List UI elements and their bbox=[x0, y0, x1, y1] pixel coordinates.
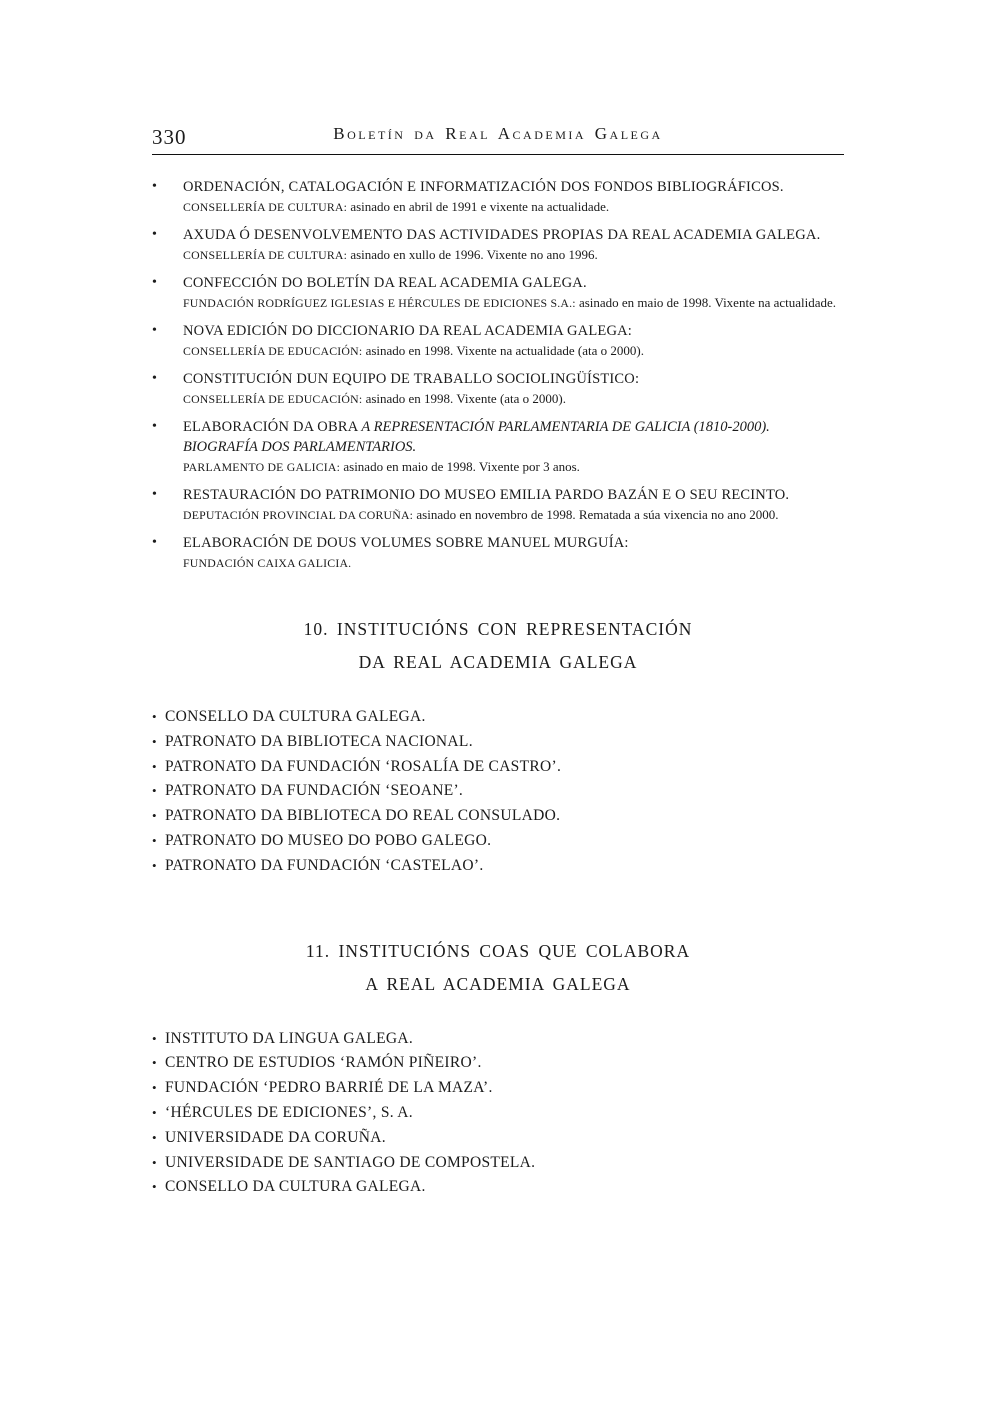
agreement-item bbox=[152, 225, 844, 265]
list-item bbox=[152, 1126, 844, 1151]
list-item bbox=[152, 1101, 844, 1126]
list-item bbox=[152, 1076, 844, 1101]
header-rule bbox=[152, 154, 844, 155]
bullet-icon: • bbox=[152, 1154, 157, 1170]
bullet-icon: • bbox=[152, 783, 157, 799]
agreement-title: AXUDA Ó DESENVOLVEMENTO DAS ACTIVIDADES PROPIAS DA REAL ACADEMIA GALEGA. bbox=[183, 227, 821, 243]
agreement-org: CONSELLERÍA DE EDUCACIÓN: bbox=[183, 344, 363, 358]
agreement-item bbox=[152, 485, 844, 525]
bullet-icon: • bbox=[152, 1129, 157, 1145]
agreement-detail bbox=[183, 505, 844, 525]
list-item bbox=[152, 1051, 844, 1076]
bullet-icon: • bbox=[152, 323, 157, 338]
agreement-detail-text: asinado en 1998. Vixente (ata o 2000). bbox=[362, 391, 567, 406]
agreement-detail bbox=[183, 341, 844, 361]
list-item-label: ‘HÉRCULES DE EDICIONES’, S. A. bbox=[165, 1103, 413, 1121]
agreement-title-work: A REPRESENTACIÓN PARLAMENTARIA DE GALICIA (1810-2000). BIOGRAFÍA DOS PARLAMENTARIOS. bbox=[183, 419, 770, 455]
list-item bbox=[152, 755, 844, 780]
agreement-detail-text: asinado en abril de 1991 e vixente na actualidade. bbox=[347, 199, 610, 214]
list-item bbox=[152, 804, 844, 829]
agreement-item bbox=[152, 533, 844, 573]
bullet-icon: • bbox=[152, 487, 157, 502]
bullet-icon: • bbox=[152, 832, 157, 848]
list-item bbox=[152, 705, 844, 730]
institution-list-10 bbox=[152, 705, 844, 879]
section-11-heading-line2: A REAL ACADEMIA GALEGA bbox=[365, 973, 631, 994]
header-title: Boletín da Real Academia Galega bbox=[333, 124, 663, 143]
agreement-detail-text: asinado en xullo de 1996. Vixente no ano 1996. bbox=[347, 247, 598, 262]
institution-list-11 bbox=[152, 1027, 844, 1201]
agreement-item bbox=[152, 177, 844, 217]
list-item-label: CONSELLO DA CULTURA GALEGA. bbox=[165, 1178, 426, 1196]
agreement-title: RESTAURACIÓN DO PATRIMONIO DO MUSEO EMILIA PARDO BAZÁN E O SEU RECINTO. bbox=[183, 487, 790, 503]
agreement-title-text: ELABORACIÓN DA OBRA bbox=[183, 419, 362, 435]
section-10-heading-line2: DA REAL ACADEMIA GALEGA bbox=[358, 652, 638, 672]
agreement-detail bbox=[183, 245, 844, 265]
section-10 bbox=[152, 613, 844, 879]
agreement-item bbox=[152, 369, 844, 409]
list-item-label: CENTRO DE ESTUDIOS ‘RAMÓN PIÑEIRO’. bbox=[165, 1054, 482, 1072]
agreement-detail bbox=[183, 457, 844, 477]
list-item bbox=[152, 1027, 844, 1052]
list-item-label: UNIVERSIDADE DE SANTIAGO DE COMPOSTELA. bbox=[165, 1153, 536, 1171]
bullet-icon: • bbox=[152, 227, 157, 242]
agreement-org: CONSELLERÍA DE EDUCACIÓN: bbox=[183, 392, 363, 406]
agreement-org: CONSELLERÍA DE CULTURA: bbox=[183, 248, 348, 262]
bullet-icon: • bbox=[152, 709, 157, 724]
section-11 bbox=[152, 935, 844, 1201]
list-item bbox=[152, 829, 844, 854]
list-item bbox=[152, 730, 844, 755]
list-item-label: PATRONATO DA FUNDACIÓN ‘ROSALÍA DE CASTRO’. bbox=[165, 757, 562, 775]
agreement-item bbox=[152, 417, 844, 477]
agreement-item bbox=[152, 273, 844, 313]
section-10-heading bbox=[152, 613, 844, 679]
list-item-label: PATRONATO DA BIBLIOTECA NACIONAL. bbox=[165, 732, 473, 750]
bullet-icon: • bbox=[152, 1030, 157, 1046]
list-item bbox=[152, 1151, 844, 1176]
section-11-heading-line1: 11. INSTITUCIÓNS COAS QUE COLABORA bbox=[305, 940, 691, 961]
agreement-org: PARLAMENTO DE GALICIA: bbox=[183, 460, 341, 474]
running-header bbox=[152, 124, 844, 150]
list-item bbox=[152, 779, 844, 804]
bullet-icon: • bbox=[152, 857, 157, 873]
agreement-detail-text: asinado en maio de 1998. Vixente por 3 anos. bbox=[340, 459, 580, 474]
agreement-detail-text: asinado en maio de 1998. Vixente na actualidade. bbox=[575, 295, 837, 310]
agreement-title: CONFECCIÓN DO BOLETÍN DA REAL ACADEMIA GALEGA. bbox=[183, 275, 587, 291]
bullet-icon: • bbox=[152, 1179, 157, 1195]
list-item-label: PATRONATO DO MUSEO DO POBO GALEGO. bbox=[165, 831, 492, 849]
agreement-title bbox=[183, 417, 844, 457]
list-item bbox=[152, 854, 844, 879]
bullet-icon: • bbox=[152, 733, 157, 749]
agreement-title: NOVA EDICIÓN DO DICCIONARIO DA REAL ACADEMIA GALEGA: bbox=[183, 323, 633, 339]
agreement-detail bbox=[183, 553, 844, 573]
agreements-list bbox=[152, 177, 844, 573]
list-item-label: CONSELLO DA CULTURA GALEGA. bbox=[165, 708, 426, 725]
bullet-icon: • bbox=[152, 419, 157, 434]
section-11-heading bbox=[152, 935, 844, 1001]
section-10-heading-line1: 10. INSTITUCIÓNS CON REPRESENTACIÓN bbox=[303, 619, 693, 639]
agreement-title: CONSTITUCIÓN DUN EQUIPO DE TRABALLO SOCIOLINGÜÍSTICO: bbox=[183, 371, 640, 387]
agreement-detail-text: asinado en novembro de 1998. Rematada a súa vixencia no ano 2000. bbox=[413, 507, 779, 522]
agreement-org: DEPUTACIÓN PROVINCIAL DA CORUÑA: bbox=[183, 508, 414, 522]
bullet-icon: • bbox=[152, 371, 157, 386]
bullet-icon: • bbox=[152, 535, 157, 550]
agreement-detail bbox=[183, 197, 844, 217]
list-item-label: PATRONATO DA FUNDACIÓN ‘CASTELAO’. bbox=[165, 856, 484, 874]
list-item-label: FUNDACIÓN ‘PEDRO BARRIÉ DE LA MAZA’. bbox=[165, 1079, 493, 1097]
agreement-org: FUNDACIÓN RODRÍGUEZ IGLESIAS E HÉRCULES DE EDICIONES S.A.: bbox=[183, 296, 576, 310]
agreement-title: ELABORACIÓN DE DOUS VOLUMES SOBRE MANUEL MURGUÍA: bbox=[183, 535, 629, 551]
agreement-detail bbox=[183, 293, 844, 313]
agreement-title: ORDENACIÓN, CATALOGACIÓN E INFORMATIZACIÓN DOS FONDOS BIBLIOGRÁFICOS. bbox=[183, 179, 784, 195]
agreement-org: FUNDACIÓN CAIXA GALICIA. bbox=[183, 556, 352, 570]
bullet-icon: • bbox=[152, 758, 157, 774]
bullet-icon: • bbox=[152, 1055, 157, 1071]
agreement-org: CONSELLERÍA DE CULTURA: bbox=[183, 200, 348, 214]
agreement-detail bbox=[183, 389, 844, 409]
page-number: 330 bbox=[152, 125, 187, 149]
list-item-label: UNIVERSIDADE DA CORUÑA. bbox=[165, 1128, 386, 1146]
bullet-icon: • bbox=[152, 808, 157, 824]
bullet-icon: • bbox=[152, 1080, 157, 1096]
agreement-item bbox=[152, 321, 844, 361]
bullet-icon: • bbox=[152, 1104, 157, 1120]
list-item-label: PATRONATO DA FUNDACIÓN ‘SEOANE’. bbox=[165, 782, 464, 800]
list-item-label: PATRONATO DA BIBLIOTECA DO REAL CONSULADO. bbox=[165, 807, 561, 825]
bullet-icon: • bbox=[152, 275, 157, 290]
bullet-icon: • bbox=[152, 179, 157, 194]
agreement-detail-text: asinado en 1998. Vixente na actualidade (ata o 2000). bbox=[362, 343, 644, 358]
list-item-label: INSTITUTO DA LINGUA GALEGA. bbox=[165, 1029, 414, 1047]
list-item bbox=[152, 1175, 844, 1200]
